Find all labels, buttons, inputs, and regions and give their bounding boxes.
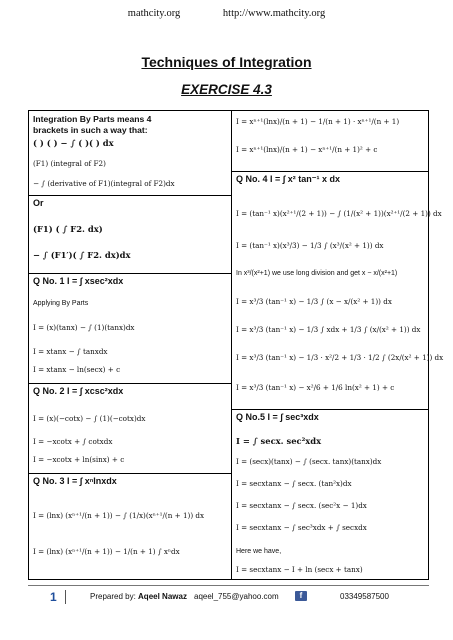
question-heading: Q No. 4 I = ∫ x² tan⁻¹ x dx (236, 174, 340, 184)
page-footer (28, 585, 429, 608)
math-line: I = xtanx − ln(secx) + c (33, 365, 121, 374)
math-line: I = (tan⁻¹ x)(x²⁺¹/(2 + 1)) − ∫ (1/(x² + 1))(x²⁺¹/(2 + 1)) dx (236, 209, 442, 218)
exercise-box (28, 110, 444, 580)
math-line: I = (lnx) (xⁿ⁺¹/(n + 1)) − 1/(n + 1) ∫ xⁿdx (33, 547, 180, 556)
exercise-title: EXERCISE 4.3 (181, 82, 272, 97)
math-line: I = x³/3 (tan⁻¹ x) − 1/3 · x²/2 + 1/3 · 1/2 ∫ (2x/(x² + 1)) dx (236, 353, 444, 362)
math-line: ( ) ( ) − ∫ ( )( ) dx (33, 138, 114, 148)
question-heading: Q No. 3 I = ∫ xⁿlnxdx (33, 476, 117, 486)
page-number: 1 (50, 590, 66, 604)
page-header (0, 8, 453, 19)
question-heading: Q No.5 I = ∫ sec³xdx (236, 412, 319, 422)
section-separator (232, 409, 428, 410)
section-separator (29, 383, 231, 384)
section-separator (232, 171, 428, 172)
math-line: I = x³/3 (tan⁻¹ x) − x²/6 + 1/6 ln(x² + 1) + c (236, 383, 395, 392)
math-line: − ∫ (F1′)( ∫ F2. dx)dx (33, 250, 131, 260)
math-line: In x³/(x²+1) we use long division and get x − x/(x²+1) (236, 270, 398, 277)
header-site: mathcity.org (127, 8, 181, 19)
math-line: I = x³/3 (tan⁻¹ x) − 1/3 ∫ xdx + 1/3 ∫ (x/(x² + 1)) dx (236, 325, 421, 334)
math-line: I = secxtanx − ∫ sec³xdx + ∫ secxdx (236, 523, 367, 532)
author-phone: 03349587500 (340, 592, 389, 601)
math-line: I = xⁿ⁺¹(lnx)/(n + 1) − 1/(n + 1) · xⁿ⁺¹/(n + 1) (236, 117, 400, 126)
math-line: Integration By Parts means 4 (33, 114, 152, 124)
math-line: I = (lnx) (xⁿ⁺¹/(n + 1)) − ∫ (1/x)(xⁿ⁺¹/(n + 1)) dx (33, 511, 205, 520)
math-line: − ∫ (derivative of F1)(integral of F2)dx (33, 179, 175, 188)
math-line: brackets in such a way that: (33, 125, 148, 135)
math-line: I = ∫ secx. sec²xdx (236, 436, 322, 446)
math-line: Applying By Parts (33, 300, 89, 307)
facebook-icon[interactable]: f (295, 591, 307, 601)
math-line: I = (x)(−cotx) − ∫ (1)(−cotx)dx (33, 414, 146, 423)
author-name: Aqeel Nawaz (138, 592, 187, 601)
section-separator (29, 473, 231, 474)
math-line: (F1) (integral of F2) (33, 159, 106, 168)
question-heading: Or (33, 198, 44, 208)
math-line: I = (tan⁻¹ x)(x³/3) − 1/3 ∫ (x³/(x² + 1)) dx (236, 241, 384, 250)
math-line: I = xⁿ⁺¹(lnx)/(n + 1) − xⁿ⁺¹/(n + 1)² + c (236, 145, 378, 154)
column-divider (231, 111, 232, 579)
math-line: I = secxtanx − I + ln (secx + tanx) (236, 565, 363, 574)
question-heading: Q No. 2 I = ∫ xcsc²xdx (33, 386, 124, 396)
math-line: I = (secx)(tanx) − ∫ (secx. tanx)(tanx)dx (236, 457, 382, 466)
prepared-label: Prepared by: (90, 592, 139, 601)
section-separator (29, 273, 231, 274)
math-line: I = x³/3 (tan⁻¹ x) − 1/3 ∫ (x − x/(x² + 1)) dx (236, 297, 392, 306)
math-line: I = (x)(tanx) − ∫ (1)(tanx)dx (33, 323, 135, 332)
header-url[interactable]: http://www.mathcity.org (222, 8, 326, 19)
math-line: I = secxtanx − ∫ secx. (sec²x − 1)dx (236, 501, 367, 510)
math-line: I = secxtanx − ∫ secx. (tan²x)dx (236, 479, 352, 488)
prepared-by (90, 592, 187, 601)
math-line: Here we have, (236, 548, 282, 555)
math-line: I = −xcotx + ∫ cotxdx (33, 437, 113, 446)
section-separator (29, 195, 231, 196)
author-email[interactable]: aqeel_755@yahoo.com (194, 592, 279, 601)
math-line: I = xtanx − ∫ tanxdx (33, 347, 108, 356)
question-heading: Q No. 1 I = ∫ xsec²xdx (33, 276, 124, 286)
page-title: Techniques of Integration (141, 54, 312, 70)
math-line: I = −xcotx + ln(sinx) + c (33, 455, 125, 464)
math-line: (F1) ( ∫ F2. dx) (33, 224, 103, 234)
